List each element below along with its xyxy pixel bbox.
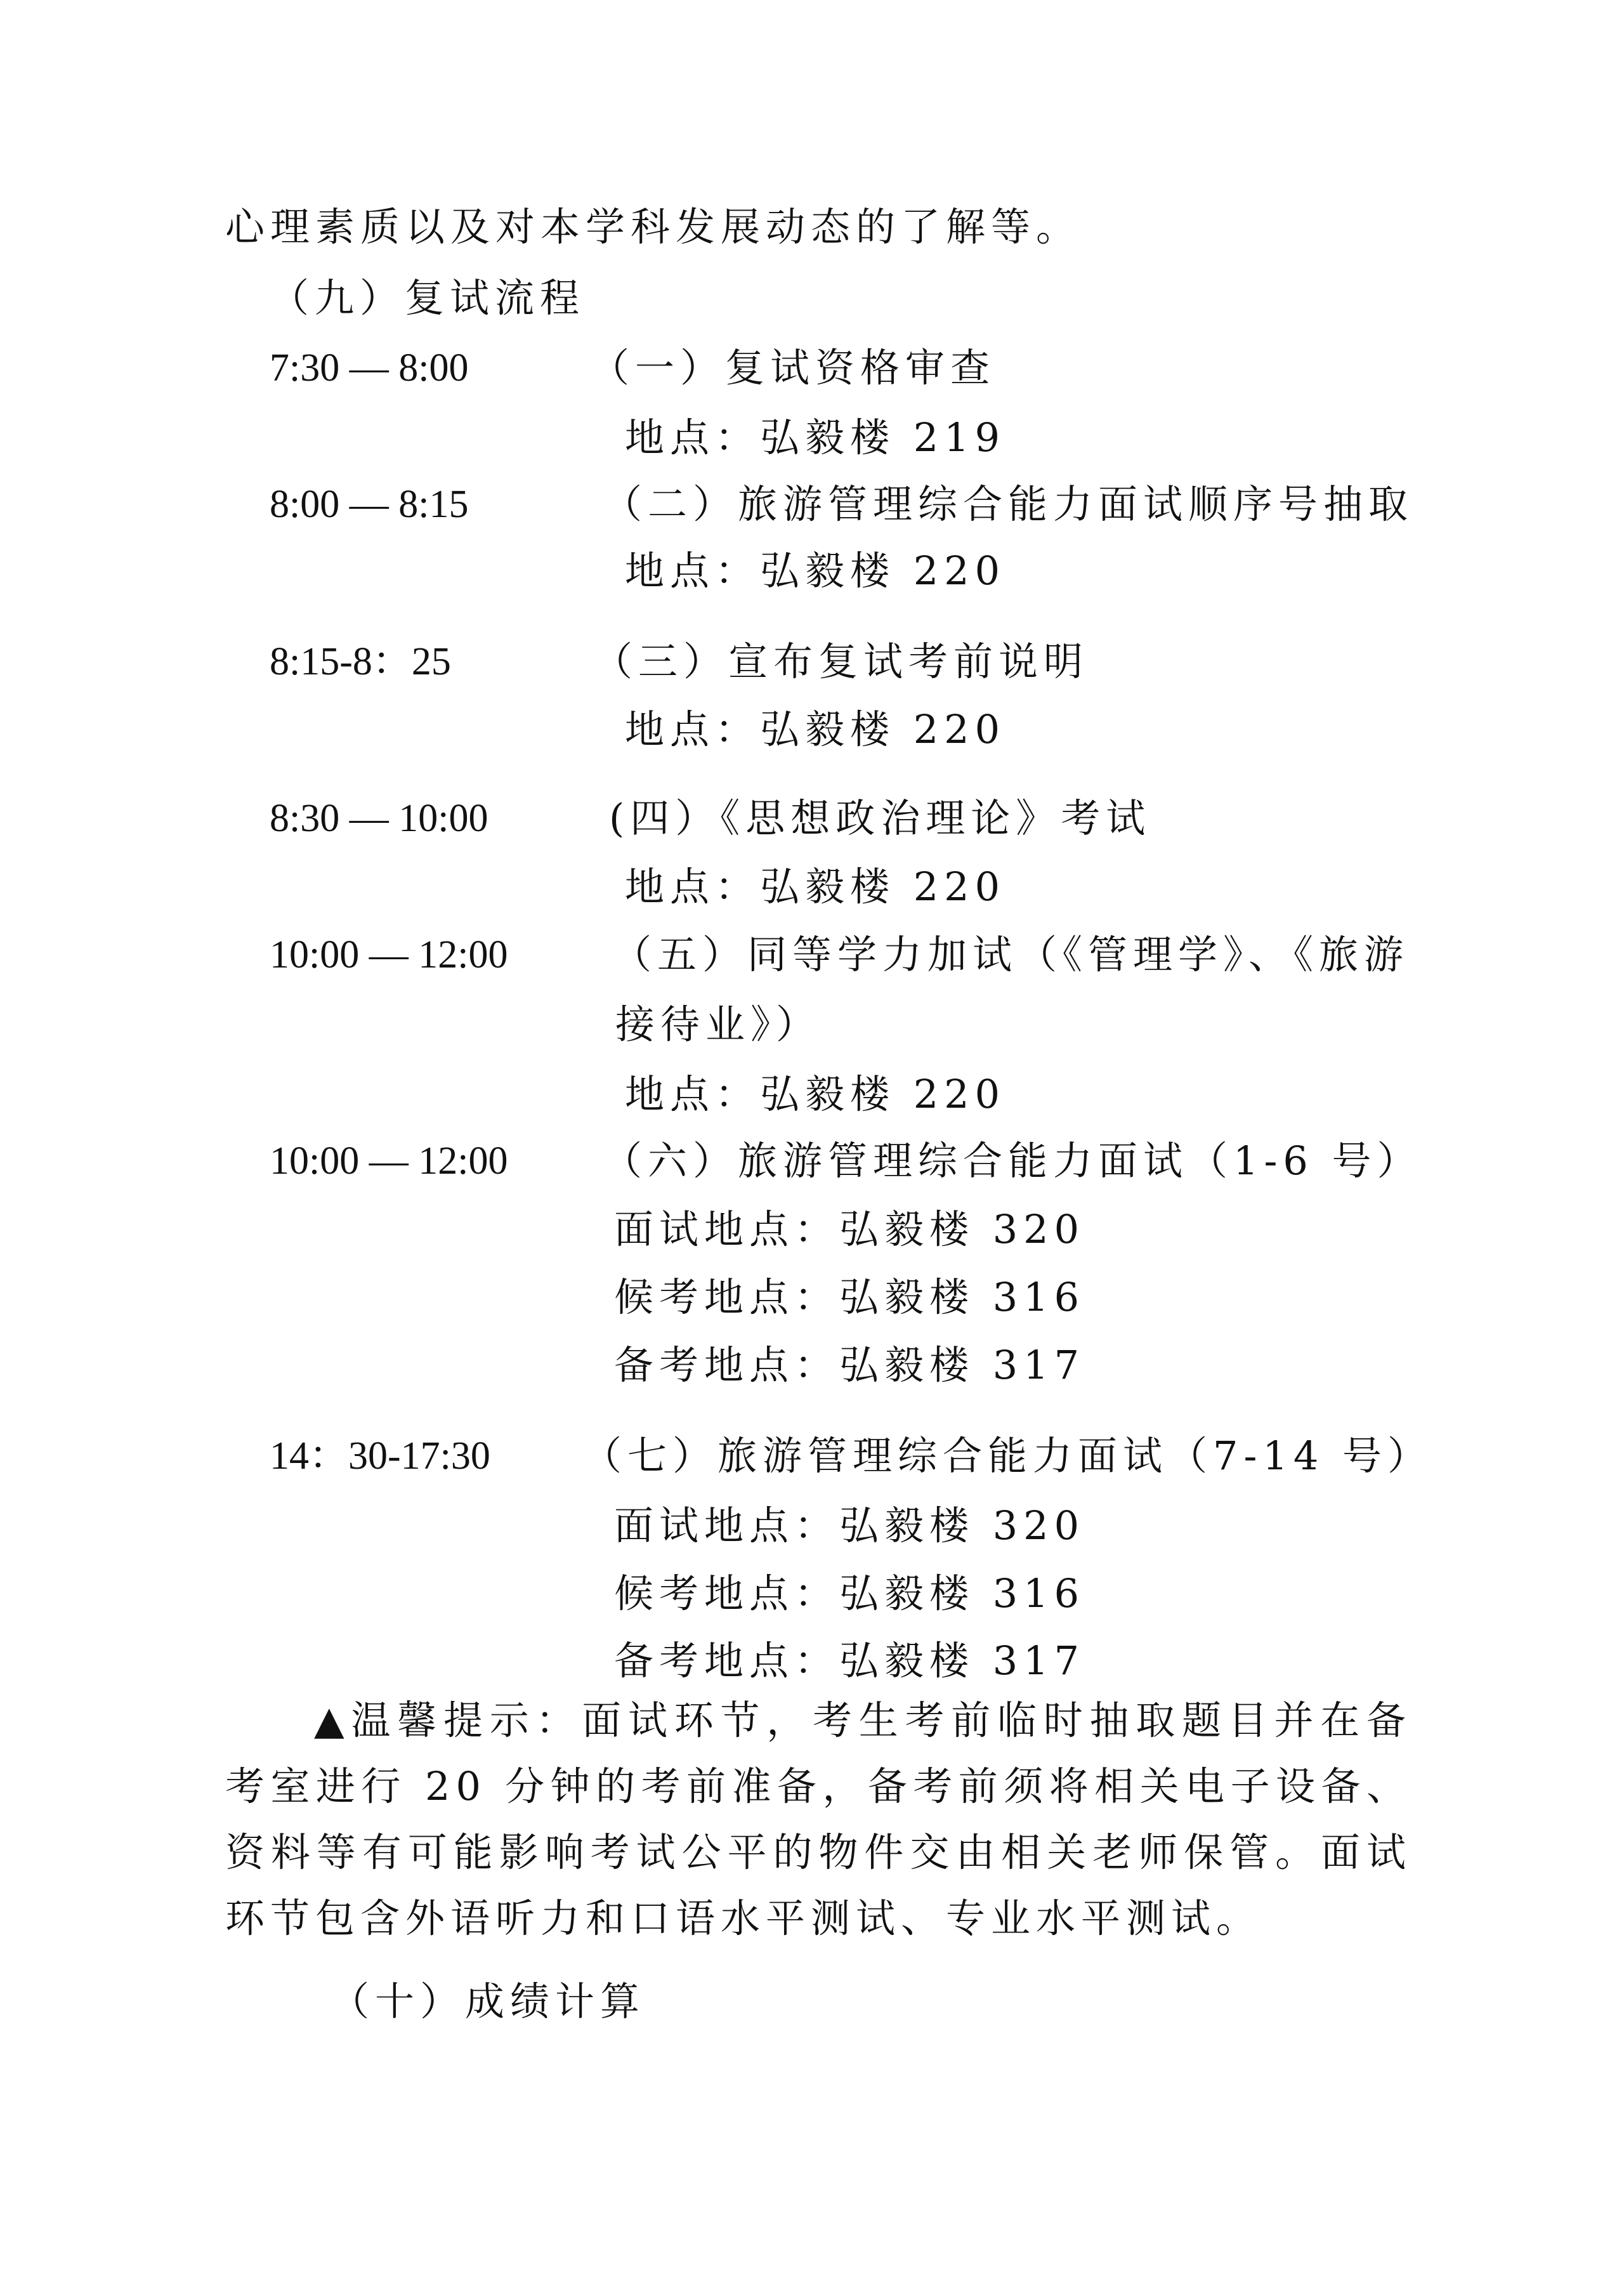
schedule-location: 地点：弘毅楼 220 [625,548,1006,594]
schedule-title: （七）旅游管理综合能力面试（7-14 号） [582,1433,1432,1479]
schedule-title: （六）旅游管理综合能力面试（1-6 号） [603,1138,1422,1184]
schedule-time: 10:00 — 12:00 [270,1139,508,1183]
section-nine-title: （九）复试流程 [270,275,586,321]
schedule-time: 8:00 — 8:15 [270,483,469,526]
schedule-time: 8:30 — 10:00 [270,797,488,840]
section-ten-title: （十）成绩计算 [330,1978,646,2024]
schedule-title: （三）宣布复试考前说明 [593,638,1089,685]
schedule-location: 备考地点：弘毅楼 317 [614,1637,1085,1684]
schedule-time: 10:00 — 12:00 [270,933,508,976]
schedule-location: 面试地点：弘毅楼 320 [614,1502,1085,1549]
schedule-title: (四）《思想政治理论》考试 [609,795,1151,841]
schedule-location: 地点：弘毅楼 220 [625,1071,1006,1117]
intro-line: 心理素质以及对本学科发展动态的了解等。 [225,204,1082,250]
tip-paragraph: ▲温馨提示：面试环节，考生考前临时抽取题目并在备考室进行 20 分钟的考前准备，备考前须将相关电子设备、资料等有可能影响考试公平的物件交由相关老师保管。面试环节包含外语听力和口语水平测试、专业水平测试。 [225,1697,1411,1941]
schedule-title: （二）旅游管理综合能力面试顺序号抽取 [603,481,1414,527]
schedule-location: 地点：弘毅楼 219 [625,414,1006,461]
schedule-location: 面试地点：弘毅楼 320 [614,1206,1085,1252]
schedule-time: 8:15-8：25 [270,640,451,683]
schedule-title: （五）同等学力加试（《管理学》、《旅游 [612,931,1410,978]
schedule-location: 备考地点：弘毅楼 317 [614,1342,1085,1388]
schedule-title: （一）复试资格审查 [590,344,996,391]
schedule-location: 地点：弘毅楼 220 [625,706,1006,752]
schedule-title-continued: 接待业》） [615,1001,822,1047]
schedule-location: 地点：弘毅楼 220 [625,863,1006,910]
schedule-time: 14：30-17:30 [270,1434,490,1478]
schedule-location: 候考地点：弘毅楼 316 [614,1570,1085,1617]
schedule-time: 7:30 — 8:00 [270,346,469,390]
schedule-location: 候考地点：弘毅楼 316 [614,1274,1085,1320]
